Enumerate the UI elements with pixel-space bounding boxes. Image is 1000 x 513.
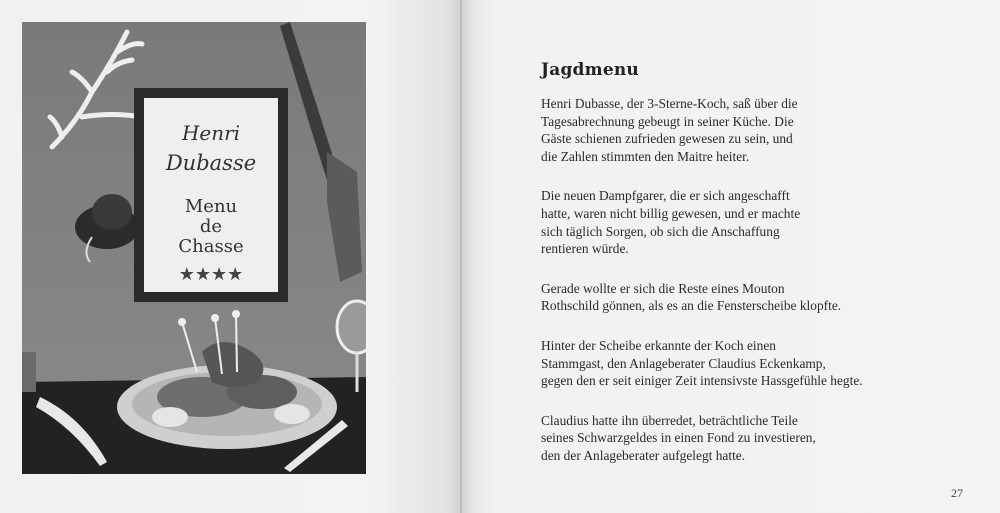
text-line: seines Schwarzgeldes in einen Fond zu investieren, [541, 430, 816, 446]
text-line: Gerade wollte er sich die Reste eines Mouton [541, 280, 785, 296]
paragraph [541, 412, 901, 465]
text-line: Die neuen Dampfgarer, die er sich angeschafft [541, 188, 790, 204]
text-line: die Zahlen stimmten den Maitre heiter. [541, 148, 750, 164]
sign-line: Dubasse [165, 151, 257, 175]
text-line: Hinter der Scheibe erkannte der Koch einen [541, 337, 776, 353]
text-line: sich täglich Sorgen, ob sich die Anschaffung [541, 223, 780, 239]
sign-line: Menu [184, 196, 238, 217]
text-line: Gäste schienen zufrieden gewesen zu sein, und [541, 131, 793, 147]
text-line: den der Anlageberater aufgelegt hatte. [541, 447, 746, 463]
text-line: Henri Dubasse, der 3-Sterne-Koch, saß über die [541, 96, 798, 111]
sign-stars: ★★★★ [178, 264, 244, 285]
text-line: Tagesabrechnung gebeugt in seiner Küche. Die [541, 113, 794, 129]
paragraph [541, 95, 901, 165]
sign-line: Henri [181, 121, 241, 145]
story-text [541, 95, 901, 487]
page-number: 27 [951, 486, 963, 500]
paragraph [541, 337, 901, 390]
sign-line: de [199, 216, 223, 237]
text-line: Rothschild gönnen, als es an die Fensterscheibe klopfte. [541, 298, 842, 314]
chapter-title: Jagdmenu [541, 60, 639, 80]
text-line: Claudius hatte ihn überredet, beträchtliche Teile [541, 412, 798, 428]
text-line: rentieren würde. [541, 241, 629, 257]
illustration [22, 22, 366, 474]
paragraph [541, 280, 901, 315]
text-line: hatte, waren nicht billig gewesen, und er machte [541, 205, 801, 221]
left-page [0, 0, 462, 513]
paragraph [541, 187, 901, 257]
text-line: gegen den er seit einiger Zeit intensivste Hassgefühle hegte. [541, 373, 863, 389]
text-line: Stammgast, den Anlageberater Claudius Eckenkamp, [541, 355, 826, 371]
hunting-menu-drawing [22, 22, 366, 474]
sign-line: Chasse [178, 236, 244, 257]
